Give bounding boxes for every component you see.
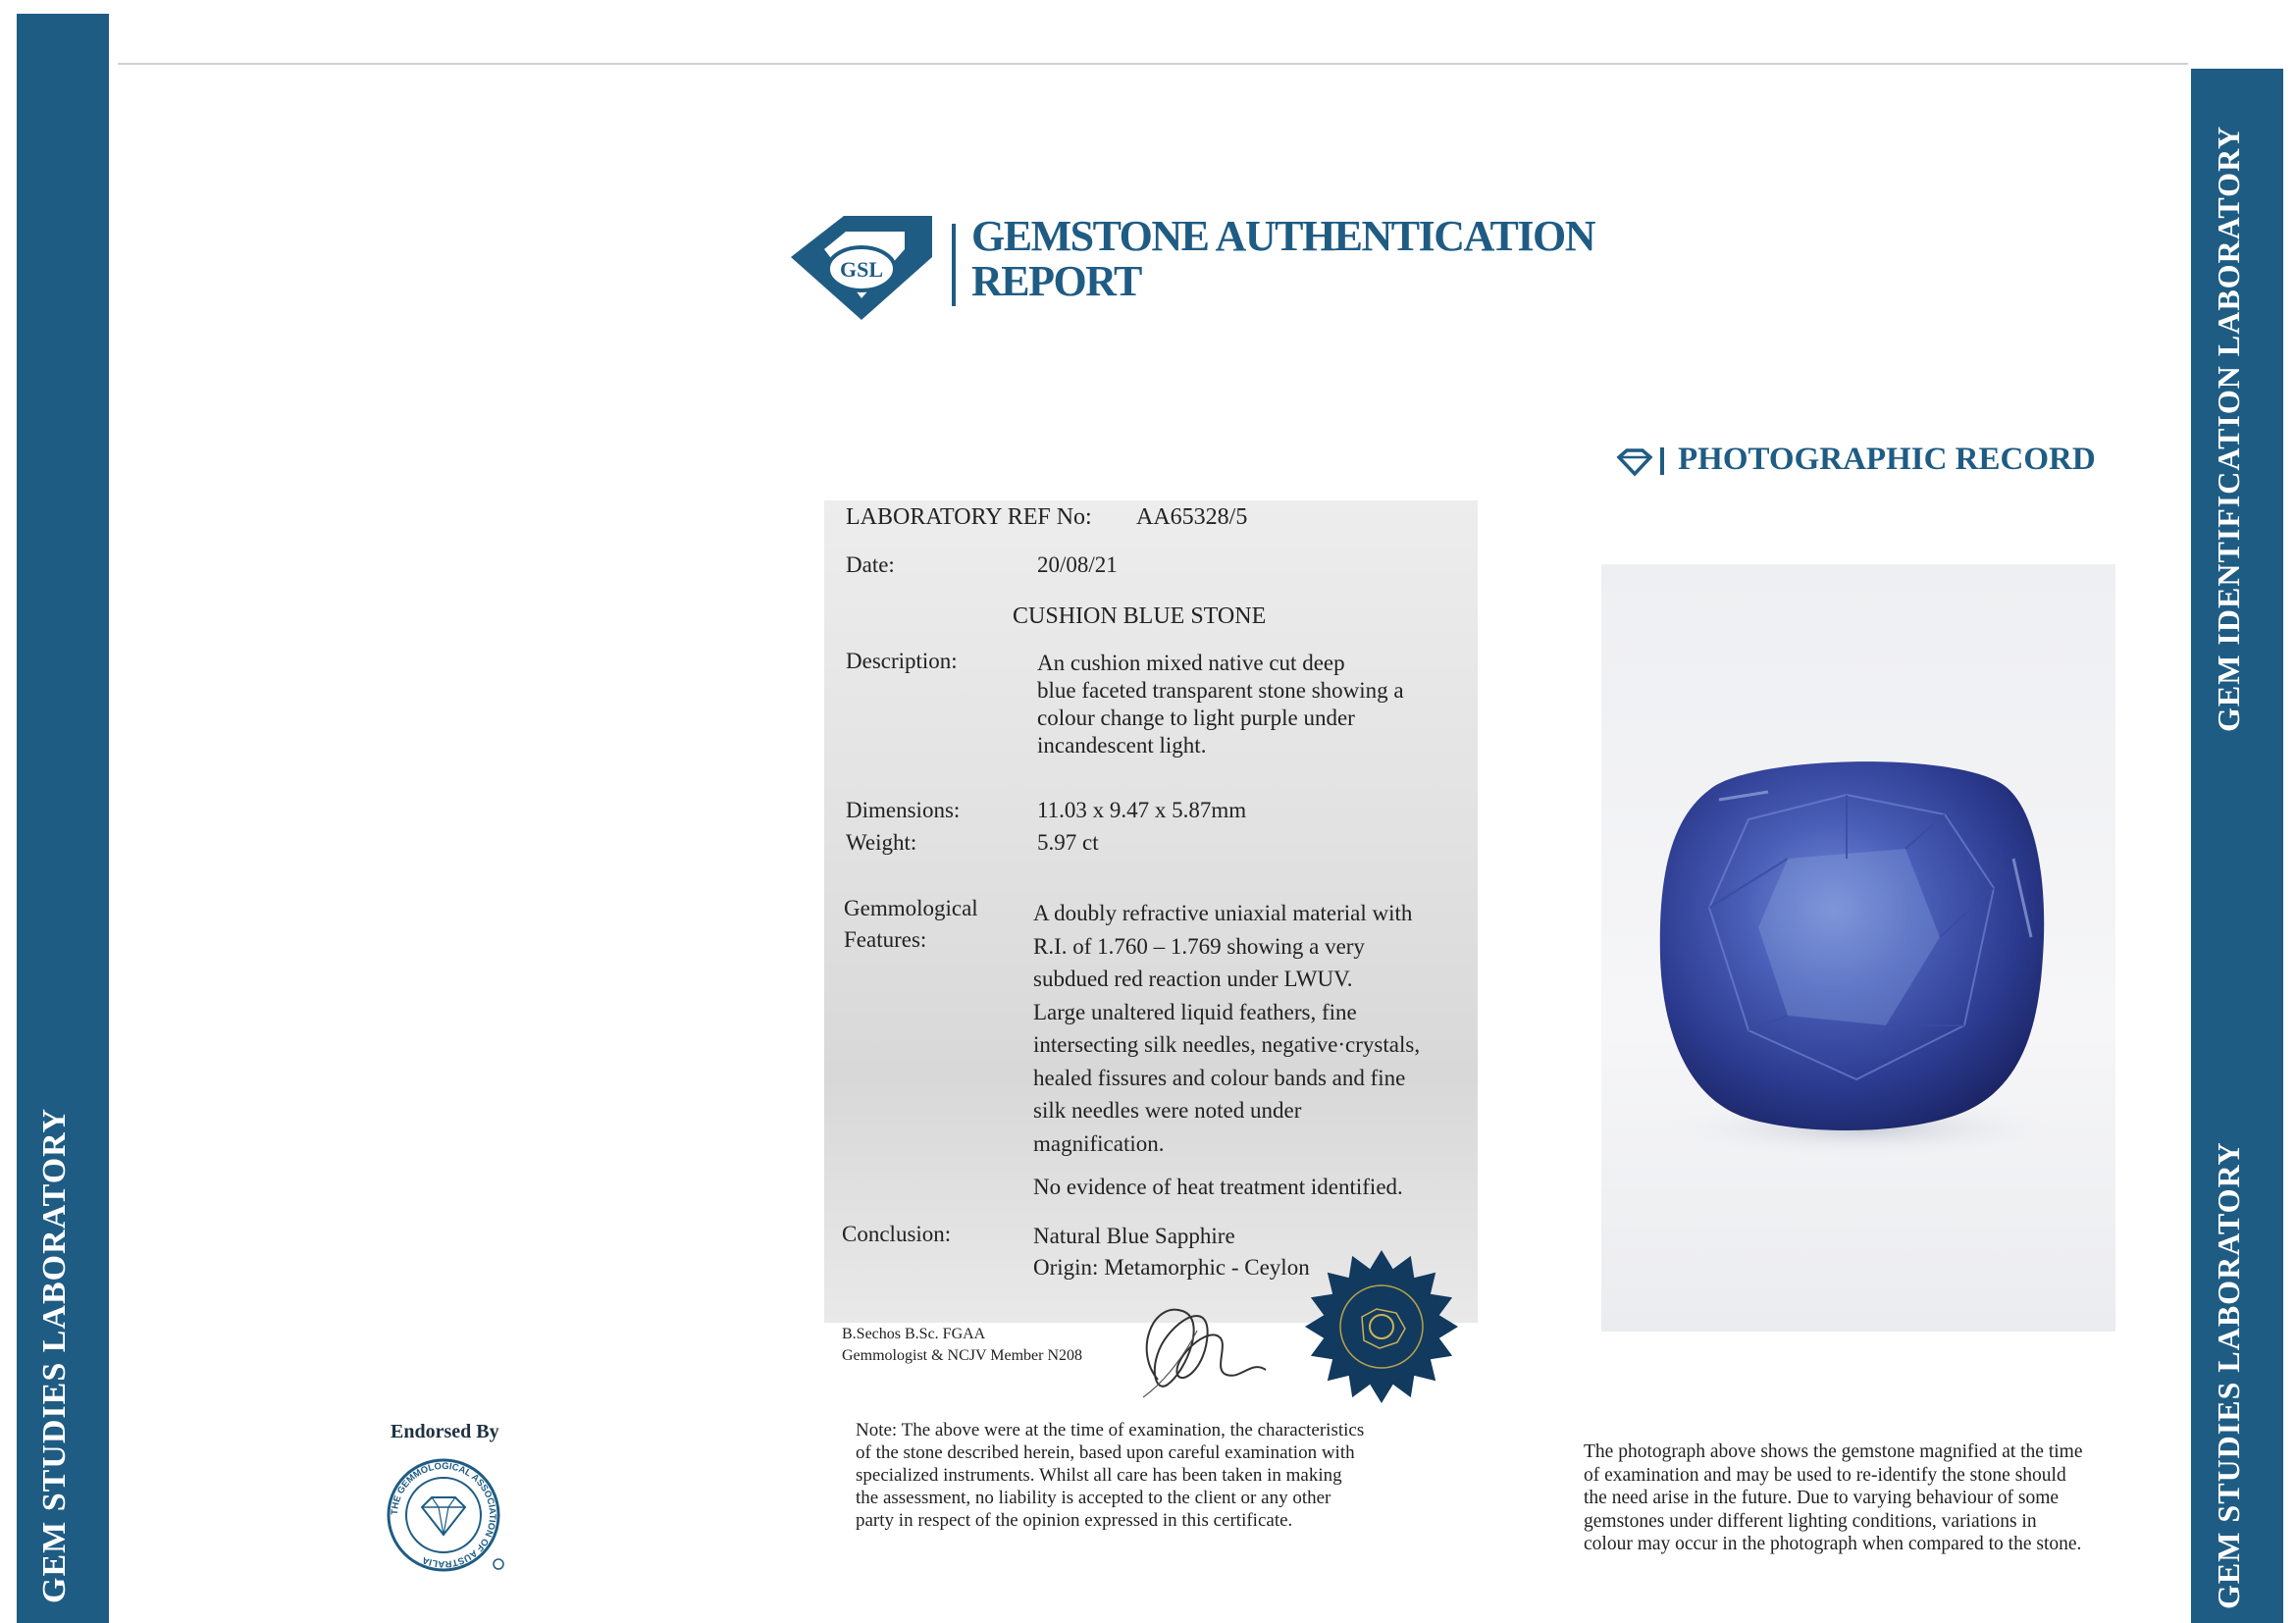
description-line: colour change to light purple under [1037, 706, 1355, 730]
caption-line: gemstones under different lighting conditions, variations in [1584, 1510, 2037, 1532]
date-label: Date: [846, 552, 895, 577]
photo-caption [1584, 1440, 2159, 1556]
weight-value: 5.97 ct [1037, 830, 1099, 855]
gemmological-label-1: Gemmological [844, 896, 978, 920]
right-side-band [2191, 69, 2283, 1623]
note-line: Note: The above were at the time of examination, the characteristics [856, 1420, 1365, 1440]
heading-divider [1660, 447, 1664, 475]
signatory-title: Gemmologist & NCJV Member N208 [842, 1347, 1083, 1364]
stone-heading: CUSHION BLUE STONE [1013, 603, 1267, 629]
caption-line: The photograph above shows the gemstone magnified at the time [1584, 1441, 2083, 1462]
caption-line: colour may occur in the photograph when compared to the stone. [1584, 1534, 2082, 1554]
conclusion-value: Natural Blue Sapphire [1033, 1224, 1235, 1248]
logo-text: GSL [839, 257, 884, 282]
dimensions-label: Dimensions: [846, 798, 961, 822]
note-line: specialized instruments. Whilst all care has been taken in making [856, 1465, 1342, 1486]
gemmological-line: R.I. of 1.760 – 1.769 showing a very [1033, 933, 1365, 959]
gemmological-line: Large unaltered liquid feathers, fine [1033, 999, 1357, 1024]
gemmological-line: intersecting silk needles, negative·crystals, [1033, 1032, 1421, 1057]
endorsed-label: Endorsed By [391, 1421, 499, 1442]
description-line: An cushion mixed native cut deep [1037, 651, 1345, 675]
note-line: of the stone described herein, based upon careful examination with [856, 1442, 1355, 1463]
weight-label: Weight: [846, 830, 917, 855]
header-divider [952, 224, 956, 306]
right-band-top-label: GEM IDENTIFICATION LABORATORY [2211, 125, 2246, 732]
signatory-name: B.Sechos B.Sc. FGAA [842, 1326, 986, 1342]
left-band-text: GEM STUDIES LABORATORY [36, 1107, 73, 1603]
gemmological-line: subdued red reaction under LWUV. [1033, 967, 1353, 991]
gemmological-line: silk needles were noted under [1033, 1098, 1302, 1123]
conclusion-label: Conclusion: [842, 1222, 952, 1246]
sapphire-photo-icon [1601, 564, 2115, 1332]
disclaimer-note [856, 1419, 1456, 1532]
gemstone-photo [1601, 564, 2115, 1332]
photographic-record-heading: PHOTOGRAPHIC RECORD [1678, 442, 2096, 477]
description-line: blue faceted transparent stone showing a [1037, 678, 1404, 703]
description-label: Description: [846, 649, 958, 673]
report-title [971, 214, 1594, 304]
signature-icon [1128, 1291, 1285, 1399]
left-band-label [36, 1108, 74, 1603]
caption-line: the need arise in the future. Due to varying behaviour of some [1584, 1488, 2060, 1508]
report-title-line-2: REPORT [971, 257, 1141, 305]
heat-statement: No evidence of heat treatment identified. [1033, 1175, 1403, 1199]
gemmological-label-2: Features: [844, 927, 927, 952]
description-line: incandescent light. [1037, 733, 1207, 758]
gemmological-line: healed fissures and colour bands and fine [1033, 1065, 1406, 1090]
gemmological-line: magnification. [1033, 1130, 1165, 1156]
right-band-bottom-label: GEM STUDIES LABORATORY [2211, 1141, 2246, 1609]
ref-value: AA65328/5 [1136, 504, 1248, 530]
gsl-logo-icon [785, 210, 938, 324]
gemmological-line: A doubly refractive uniaxial material with [1033, 901, 1413, 925]
note-line: the assessment, no liability is accepted to the client or any other [856, 1488, 1331, 1508]
diamond-icon [1615, 447, 1654, 477]
gaa-seal-text: THE GEMMOLOGICAL ASSOCIATION OF AUSTRALIA [389, 1460, 498, 1570]
note-line: party in respect of the opinion expressed in this certificate. [856, 1510, 1293, 1531]
gemmological-block [1033, 897, 1420, 1160]
left-side-band [17, 14, 109, 1623]
report-title-line-1: GEMSTONE AUTHENTICATION [971, 212, 1595, 260]
origin-value: Origin: Metamorphic - Ceylon [1033, 1255, 1310, 1280]
dimensions-value: 11.03 x 9.47 x 5.87mm [1037, 798, 1247, 822]
certification-seal-icon [1303, 1248, 1460, 1405]
gaa-seal-icon [385, 1456, 506, 1578]
caption-line: of examination and may be used to re-identify the stone should [1584, 1464, 2066, 1486]
date-value: 20/08/21 [1037, 552, 1118, 577]
top-rule [118, 63, 2188, 65]
ref-label: LABORATORY REF No: [846, 504, 1092, 530]
description-block [1037, 650, 1404, 759]
